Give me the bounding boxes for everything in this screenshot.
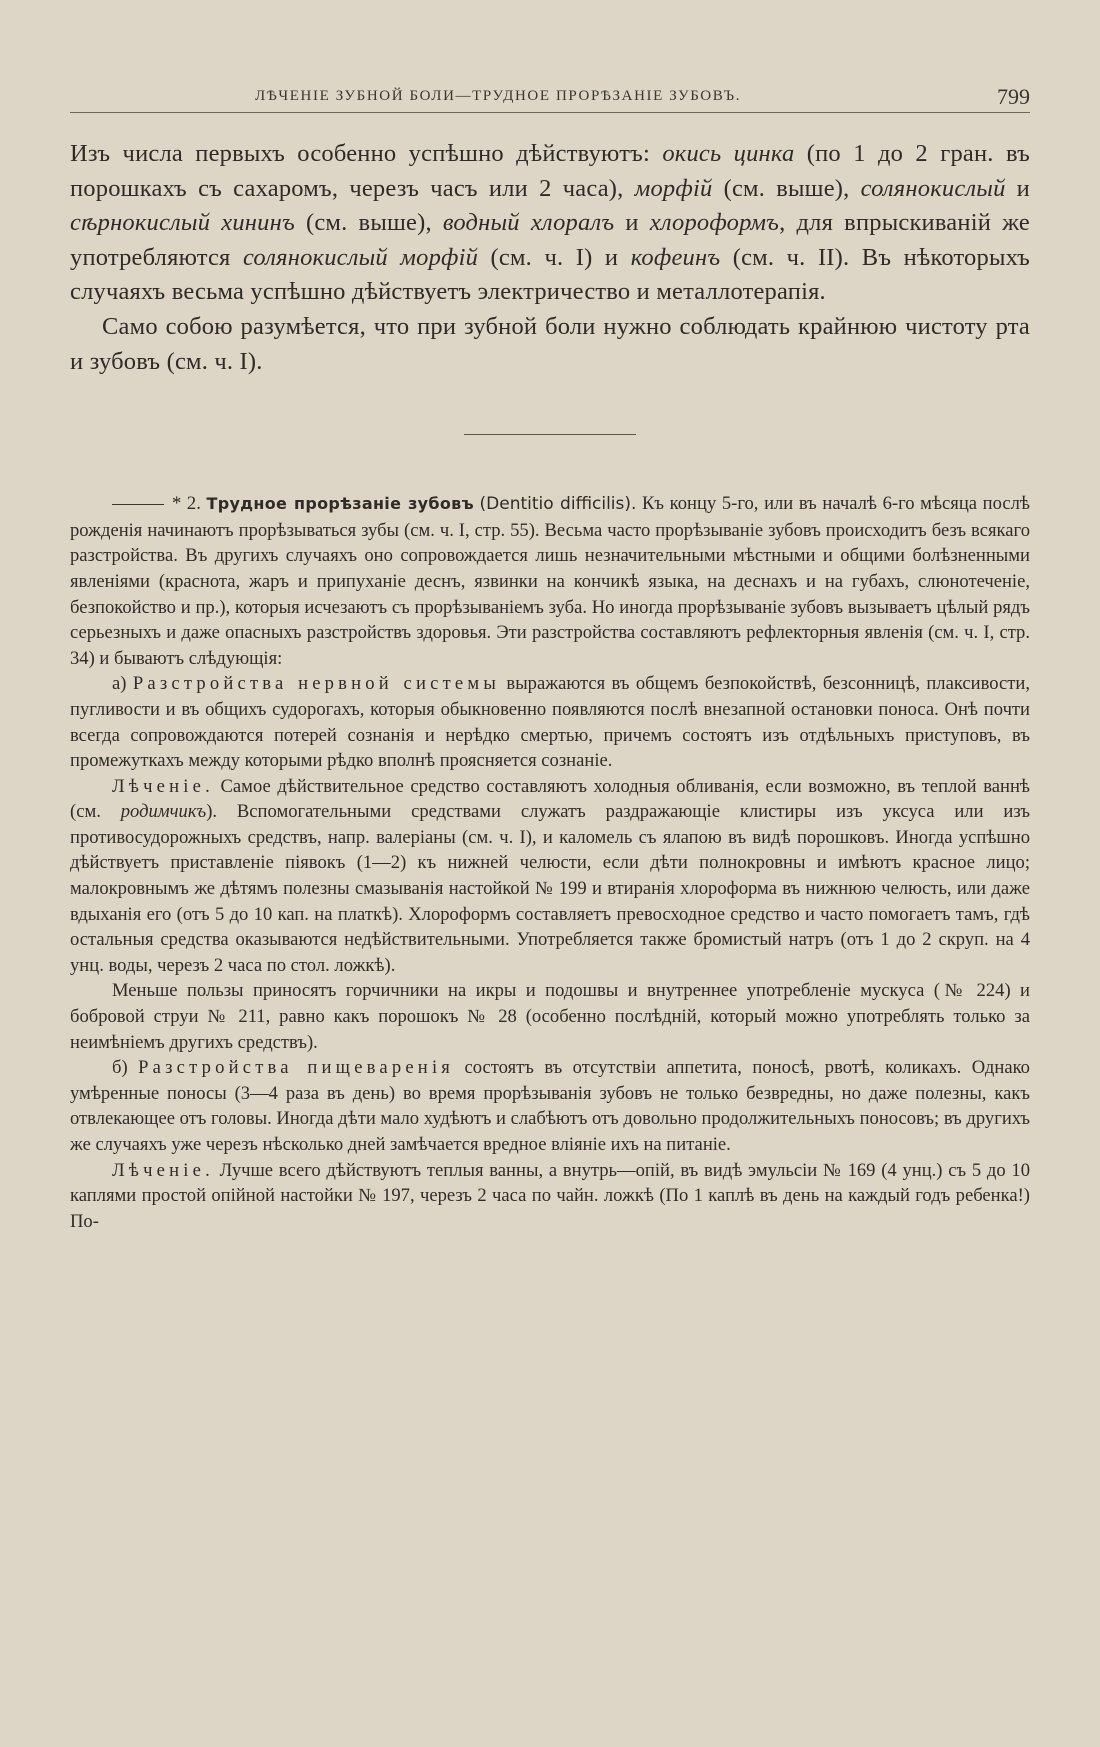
latin-title: (Dentitio difficilis). [479,494,637,515]
paragraph-digestion [70,1055,1030,1157]
section-difficult-teething [70,491,1030,1234]
text-run: Изъ числа первыхъ особенно успѣшно дѣйствуютъ: [70,140,663,167]
text-run: (см. выше), [294,209,443,237]
item-label: б) [112,1057,139,1079]
paragraph-treatment-1 [70,774,1030,979]
italic-term: окись цинка [662,140,795,167]
text-run: (см. выше), [712,174,861,202]
text-run: (см. ч. II). Въ нѣкоторыхъ случаяхъ весьма успѣшно дѣйствуетъ электричество и металлотерапія. [70,243,1030,306]
text-run: состоятъ въ отсутствіи аппетита, поносѣ, рвотѣ, коликахъ. Однако умѣренные поносы (3—4 раза въ день) во время прорѣзыванія зубовъ не только безвредны, но даже полезны, какъ отвлекающее отъ головы. Иногда дѣти мало худѣютъ и слабѣютъ отъ довольно продолжительныхъ поносовъ; въ другихъ же случаяхъ уже черезъ нѣсколько дней замѣчается вредное вліяніе ихъ на питаніе. [70,1057,1030,1155]
paragraph-treatment-2 [70,1158,1030,1235]
page-number: 799 [997,84,1030,109]
spaced-heading: Разстройства нервной системы [132,673,501,695]
section-divider [464,434,636,435]
spaced-heading: Лѣченіе. [112,775,214,797]
paragraph-hygiene: Само собою разумѣется, что при зубной боли нужно соблюдать крайнюю чистоту рта и зубовъ (см. ч. I). [70,312,1030,375]
text-run: (по 1 до 2 гран. въ порошкахъ съ сахаромъ, черезъ часъ или 2 часа), [70,140,1030,202]
text-run: , для впрыскиваній же употребляются [70,209,1030,271]
intro-text: Къ концу 5-го, или въ началѣ 6-го мѣсяца послѣ рожденія начинаютъ прорѣзываться зубы (см. ч. I, стр. 55). Весьма часто прорѣзываніе зубовъ происходитъ безъ всякаго разстройства. Въ другихъ случаяхъ оно сопровождается лишь незначительными мѣстными и общими болѣзненными явленіями (краснота, жаръ и припуханіе деснъ, язвинки на кончикѣ языка, на деснахъ и на губахъ, слюнотеченіе, безпокойство и пр.), которыя исчезаютъ съ прорѣзываніемъ зуба. Но иногда прорѣзываніе зубовъ вызываетъ цѣлый рядъ серьезныхъ и даже опасныхъ разстройствъ здоровья. Эти разстройства составляютъ рефлекторныя явленія (см. ч. I, стр. 34) и бываютъ слѣдующія: [70,493,1031,669]
text-run: выражаются въ общемъ безпокойствѣ, безсонницѣ, плаксивости, пугливости и въ общихъ судорогахъ, которыя обыкновенно появляются послѣ внезапной остановки поноса. Онѣ почти всегда сопровождаются потерей сознанія и нерѣдко смертью, причемъ состоятъ изъ отдѣльныхъ приступовъ, въ промежуткахъ между которыми рѣдко вполнѣ проясняется сознаніе. [70,673,1030,772]
italic-term: кофеинъ [630,243,721,271]
paragraph-intro [70,491,1030,671]
text-run: Лучше всего дѣйствуютъ теплыя ванны, а внутрь—опій, въ видѣ эмульсіи № 169 (4 унц.) съ 5 до 10 каплями простой опійной настойки № 197, черезъ 2 часа по чайн. ложкѣ (По 1 каплѣ въ день на каждый годъ ребенка!) По- [70,1159,1030,1232]
top-section [70,137,1030,379]
page-header [70,78,1030,113]
section-number: * 2. [172,493,201,515]
running-head: ЛѢЧЕНІЕ ЗУБНОЙ БОЛИ—ТРУДНОЕ ПРОРѢЗАНІЕ ЗУБОВЪ. [255,88,742,104]
section-title: Трудное прорѣзаніе зубовъ [206,494,474,514]
italic-term: водный хлоралъ [442,209,615,237]
dash-rule [112,504,164,505]
italic-term: солянокислый морфій [242,243,479,271]
paragraph-less-useful: Меньше пользы приносятъ горчичники на икры и подошвы и внутреннее употребленіе мускуса (№ 224) и бобровой струи № 211, равно какъ порошокъ № 28 (особенно послѣдній, который можно употреблять только за неимѣніемъ другихъ средствъ). [70,980,1030,1053]
italic-term: хлороформъ [649,209,780,237]
italic-term: морфій [634,174,713,202]
text-run: Самое дѣйствительное средство составляютъ холодныя обливанія, если возможно, въ теплой ваннѣ (см. [70,775,1030,823]
italic-term: солянокислый [860,174,1006,202]
item-label: а) [112,673,133,695]
text-run: и [1005,174,1030,202]
text-run: и [614,209,650,237]
paragraph-nervous [70,671,1030,773]
text-run: ). Вспомогательными средствами служатъ раздражающіе клистиры изъ уксуса или изъ противосудорожныхъ средствъ, напр. валеріаны (см. ч. I), и каломель съ ялапою въ видѣ порошковъ. Иногда успѣшно дѣйствуетъ приставленіе піявокъ (1—2) къ нижней челюсти, если дѣти полнокровны и имѣютъ красное лицо; малокровнымъ же дѣтямъ полезны смазыванія настойкой № 199 и втиранія хлороформа въ нижнюю челюсть, или даже вдыханія его (отъ 5 до 10 кап. на платкѣ). Хлороформъ составляетъ превосходное средство и часто помогаетъ тамъ, гдѣ остальныя средства оказываются недѣйствительными. Употребляется также бромистый натръ (отъ 1 до 2 скруп. на 4 унц. воды, черезъ 2 часа по стол. ложкѣ). [70,801,1030,976]
spaced-heading: Разстройства пищеваренія [138,1057,455,1079]
paragraph-remedies [70,137,1030,310]
italic-term: родимчикъ [120,801,207,823]
italic-term: сѣрнокислый хининъ [70,209,295,237]
spaced-heading: Лѣченіе. [112,1159,214,1181]
text-run: (см. ч. I) и [478,243,631,271]
